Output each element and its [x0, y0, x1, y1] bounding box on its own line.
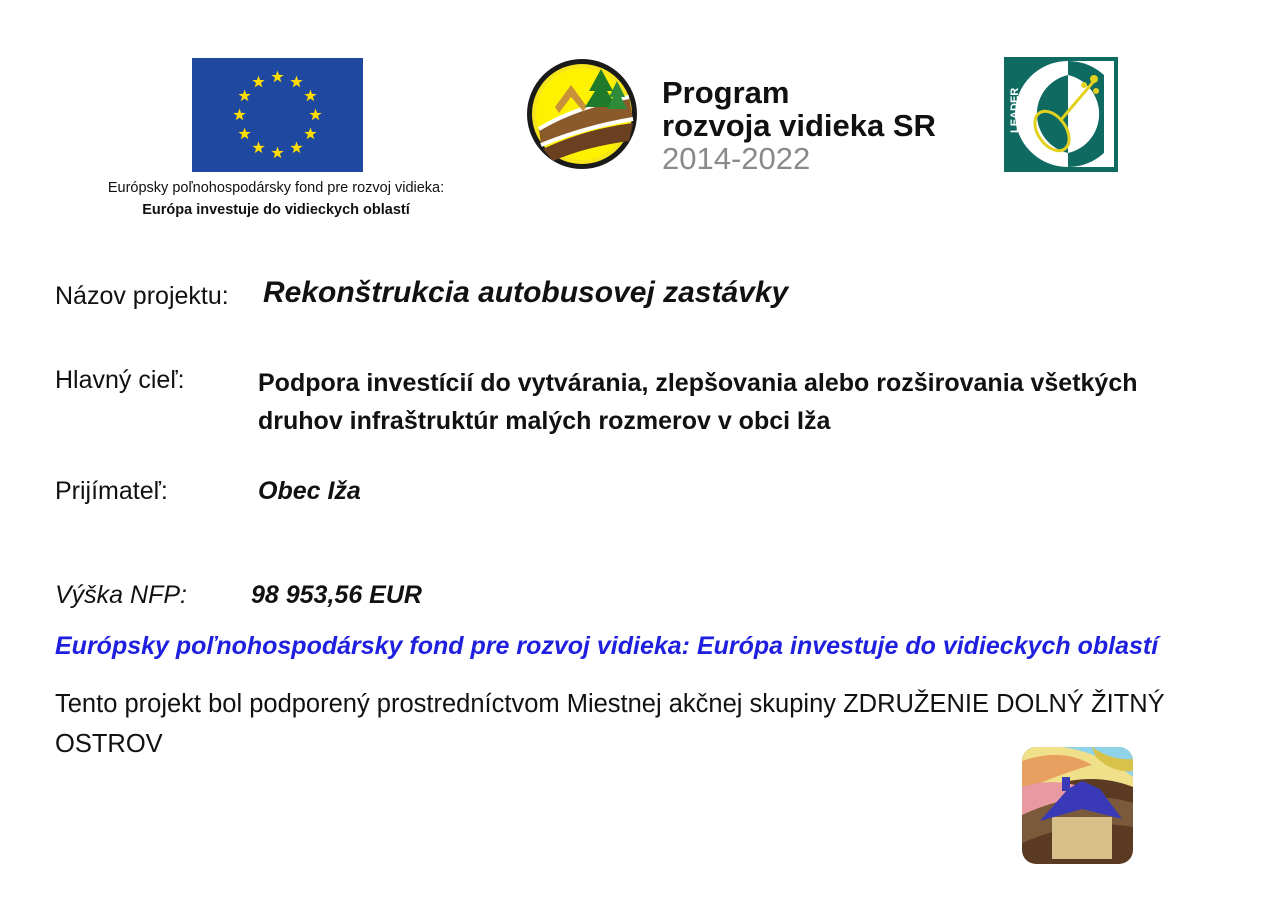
leader-logo [1004, 57, 1118, 172]
support-statement: Tento projekt bol podporený prostredníctvom Miestnej akčnej skupiny ZDRUŽENIE DOLNÝ ŽITNÝ OSTROV [55, 690, 1165, 758]
recipient-label: Prijímateľ: [55, 477, 168, 505]
main-goal-label: Hlavný cieľ: [55, 366, 185, 394]
program-title-line2: rozvoja vidieka SR [662, 108, 936, 143]
nfp-amount-label: Výška NFP: [55, 581, 187, 609]
program-title-line1: Program [662, 75, 790, 110]
eu-fund-caption: Európsky poľnohospodársky fond pre rozvoj vidieka: [107, 180, 445, 196]
local-action-group-logo [1022, 747, 1133, 864]
leader-logo-text: LEADER [1009, 87, 1021, 133]
project-name-value: Rekonštrukcia autobusovej zastávky [263, 276, 789, 309]
rural-development-emblem-icon [525, 57, 639, 171]
nfp-amount-value: 98 953,56 EUR [251, 581, 422, 609]
program-years: 2014-2022 [662, 141, 811, 176]
project-name-label: Názov projektu: [55, 282, 229, 310]
eu-invest-caption: Európa investuje do vidieckych oblastí [142, 202, 410, 218]
eu-fund-statement: Európsky poľnohospodársky fond pre rozvoj vidieka: Európa investuje do vidieckych oblastí [55, 632, 1159, 660]
recipient-value: Obec Iža [258, 477, 361, 505]
main-goal-value: Podpora investícií do vytvárania, zlepšovania alebo rozširovania všetkých druhov infraštruktúr malých rozmerov v obci Iža [258, 369, 1138, 435]
eu-flag-logo [192, 58, 363, 172]
